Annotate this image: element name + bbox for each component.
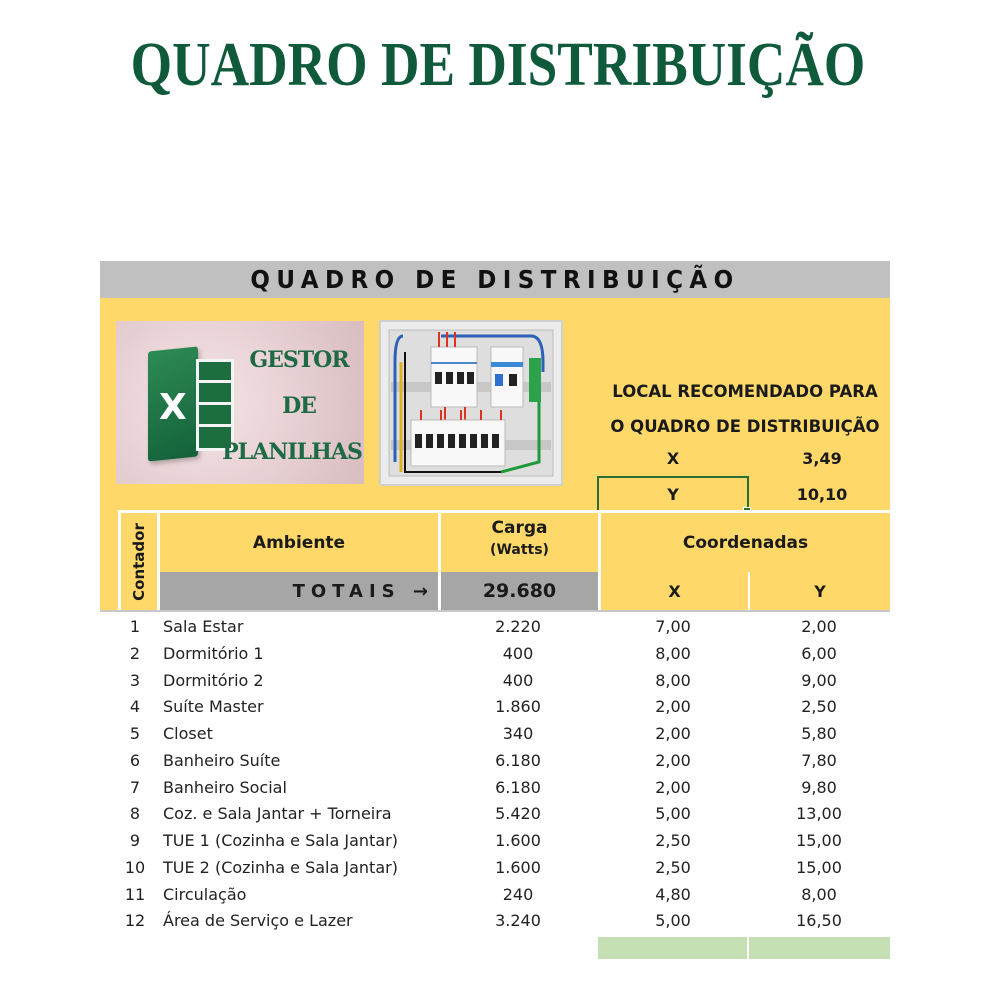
row-coord-x[interactable]: 2,00 [655, 777, 691, 797]
table-row[interactable] [100, 668, 890, 695]
table-row[interactable] [100, 855, 890, 882]
row-ambiente[interactable]: Banheiro Suíte [163, 750, 281, 770]
row-ambiente[interactable]: Closet [163, 724, 213, 743]
sheet-header-title: QUADRO DE DISTRIBUIÇÃO [132, 261, 859, 298]
row-coord-y[interactable]: 2,00 [801, 617, 837, 636]
row-ambiente[interactable]: Suíte Master [163, 697, 264, 717]
logo-line-3: PLANILHAS [222, 439, 362, 465]
totals-label[interactable]: TOTAIS → [160, 572, 438, 610]
table-row[interactable] [100, 694, 890, 721]
row-coord-x[interactable]: 8,00 [655, 643, 691, 663]
row-ambiente[interactable]: Circulação [163, 884, 247, 904]
spreadsheet [100, 261, 890, 935]
column-header-coordenadas[interactable]: Coordenadas [598, 510, 890, 572]
row-coord-y[interactable]: 15,00 [796, 831, 842, 850]
sheet-header [100, 261, 890, 298]
row-carga[interactable]: 2.220 [495, 617, 541, 636]
info-band [100, 298, 890, 510]
row-coord-y[interactable]: 2,50 [801, 697, 837, 717]
row-carga[interactable]: 1.600 [495, 831, 541, 850]
column-header-ambiente[interactable]: Ambiente [160, 510, 438, 572]
row-counter[interactable]: 1 [129, 617, 141, 636]
recommended-title-line-1: LOCAL RECOMENDADO PARA [612, 382, 878, 401]
row-coord-x[interactable]: 2,00 [655, 750, 691, 770]
row-counter[interactable]: 7 [129, 777, 141, 797]
contador-label: Contador [130, 522, 148, 601]
row-coord-x[interactable]: 5,00 [655, 911, 691, 931]
logo-line-2: DE [282, 393, 316, 419]
logo-line-1: GESTOR [249, 347, 349, 373]
row-carga[interactable]: 340 [502, 724, 534, 743]
row-coord-y[interactable]: 9,80 [801, 777, 837, 797]
row-counter[interactable]: 10 [124, 857, 146, 877]
recommended-x-value[interactable]: 3,49 [802, 449, 842, 468]
row-ambiente[interactable]: Área de Serviço e Lazer [163, 911, 353, 931]
row-counter[interactable]: 3 [129, 670, 141, 690]
recommended-title-line-2: O QUADRO DE DISTRIBUIÇÃO [610, 417, 880, 436]
row-ambiente[interactable]: Coz. e Sala Jantar + Torneira [163, 804, 392, 824]
row-ambiente[interactable]: Sala Estar [163, 617, 244, 636]
row-coord-x[interactable]: 8,00 [655, 670, 691, 690]
coordinates-footer [598, 937, 890, 959]
row-coord-y[interactable]: 9,00 [801, 670, 837, 690]
recommended-location-title [600, 374, 890, 444]
row-coord-x[interactable]: 7,00 [655, 617, 691, 636]
table-body [100, 612, 890, 935]
row-counter[interactable]: 5 [129, 724, 141, 743]
row-carga[interactable]: 3.240 [495, 911, 541, 931]
column-header-x[interactable]: X [598, 572, 748, 610]
table-row[interactable] [100, 748, 890, 775]
row-coord-y[interactable]: 16,50 [796, 911, 842, 931]
table-row[interactable] [100, 614, 890, 641]
row-carga[interactable]: 400 [502, 643, 534, 663]
row-coord-x[interactable]: 2,00 [655, 724, 691, 743]
table-row[interactable] [100, 775, 890, 802]
row-coord-x[interactable]: 2,50 [655, 831, 691, 850]
row-carga[interactable]: 400 [502, 670, 534, 690]
row-carga[interactable]: 1.600 [495, 857, 541, 877]
row-counter[interactable]: 12 [124, 911, 146, 931]
row-coord-x[interactable]: 2,00 [655, 697, 691, 717]
recommended-y-label[interactable]: Y [667, 485, 679, 504]
row-ambiente[interactable]: TUE 1 (Cozinha e Sala Jantar) [163, 831, 398, 850]
row-coord-x[interactable]: 5,00 [655, 804, 691, 824]
row-coord-y[interactable]: 5,80 [801, 724, 837, 743]
recommended-x-row [100, 441, 890, 477]
row-counter[interactable]: 4 [129, 697, 141, 717]
table-row[interactable] [100, 721, 890, 748]
recommended-y-value[interactable]: 10,10 [796, 485, 848, 504]
row-counter[interactable]: 2 [129, 643, 141, 663]
column-header-carga[interactable] [438, 510, 598, 572]
row-carga[interactable]: 6.180 [495, 750, 541, 770]
recommended-y-row [100, 477, 890, 513]
carga-unit: (Watts) [490, 542, 549, 558]
table-row[interactable] [100, 828, 890, 855]
row-carga[interactable]: 5.420 [495, 804, 541, 824]
row-ambiente[interactable]: Dormitório 2 [163, 670, 264, 690]
row-coord-y[interactable]: 6,00 [801, 643, 837, 663]
row-coord-y[interactable]: 7,80 [801, 750, 837, 770]
row-counter[interactable]: 9 [129, 831, 141, 850]
table-row[interactable] [100, 908, 890, 935]
row-ambiente[interactable]: TUE 2 (Cozinha e Sala Jantar) [163, 857, 398, 877]
page-title: QUADRO DE DISTRIBUIÇÃO [130, 31, 866, 99]
row-coord-y[interactable]: 15,00 [796, 857, 842, 877]
table-header [100, 510, 890, 610]
row-carga[interactable]: 6.180 [495, 777, 541, 797]
row-coord-x[interactable]: 4,80 [655, 884, 691, 904]
table-row[interactable] [100, 641, 890, 668]
table-row[interactable] [100, 882, 890, 909]
recommended-x-label[interactable]: X [666, 449, 680, 468]
row-counter[interactable]: 11 [124, 884, 146, 904]
row-counter[interactable]: 8 [129, 804, 141, 824]
row-coord-y[interactable]: 13,00 [796, 804, 842, 824]
row-coord-y[interactable]: 8,00 [801, 884, 837, 904]
row-counter[interactable]: 6 [129, 750, 141, 770]
totals-carga-value[interactable]: 29.680 [438, 572, 598, 610]
excel-letter: X [159, 387, 187, 428]
table-row[interactable] [100, 801, 890, 828]
column-header-y[interactable]: Y [748, 572, 890, 610]
row-coord-x[interactable]: 2,50 [655, 857, 691, 877]
row-ambiente[interactable]: Banheiro Social [163, 777, 287, 797]
carga-label: Carga [491, 518, 548, 538]
row-ambiente[interactable]: Dormitório 1 [163, 643, 264, 663]
footer-cell-y[interactable] [749, 937, 890, 959]
column-header-contador[interactable] [118, 510, 160, 610]
row-carga[interactable]: 1.860 [495, 697, 541, 717]
row-carga[interactable]: 240 [502, 884, 534, 904]
footer-cell-x[interactable] [598, 937, 747, 959]
